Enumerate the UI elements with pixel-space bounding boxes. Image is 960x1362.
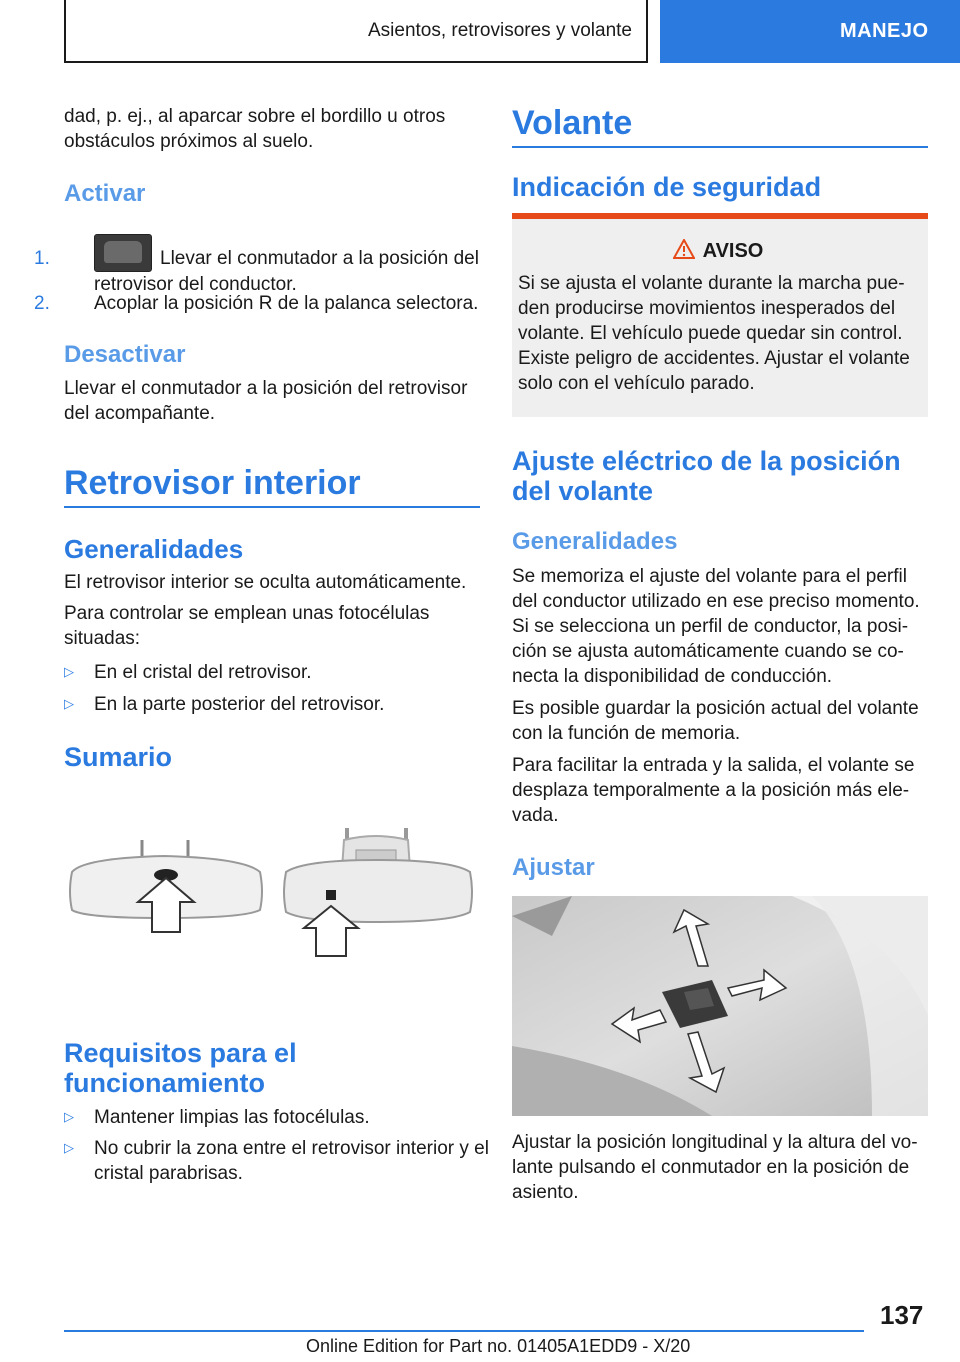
step-number: 1.	[34, 248, 50, 269]
ajuste-generalidades-p2: Es posible guardar la posición actual del volante con la función de memoria.	[512, 698, 919, 744]
mirror-switch-icon	[94, 234, 152, 272]
retrovisor-title: Retrovisor interior	[64, 464, 361, 502]
generalidades-heading: Generalidades	[64, 534, 244, 564]
ajustar-heading: Ajustar	[512, 854, 595, 881]
title-rule	[512, 146, 928, 148]
steering-column-switch-photo	[512, 896, 928, 1116]
desactivar-text: Llevar el conmutador a la posición del retrovisor del acompañante.	[64, 378, 468, 424]
footer-rule	[64, 1330, 864, 1332]
activar-heading: Activar	[64, 180, 146, 207]
requisitos-heading: Requisitos para el funcionamiento	[64, 1038, 297, 1098]
desactivar-heading: Desactivar	[64, 341, 186, 368]
warning-text: Si se ajusta el volante durante la marcha pueden producirse movimientos inesperados del volante. El vehículo puede quedar sin control. Existe peligro de accidentes. Ajustar el volante solo con el vehículo parado.	[518, 273, 910, 394]
ajuste-heading: Ajuste eléctrico de la posición del volante	[512, 446, 901, 506]
title-rule	[64, 506, 480, 508]
ajuste-generalidades-p1: Se memoriza el ajuste del volante para el perfil del conductor utilizado en ese preciso momento. Si se selecciona un perfil de conductor, la posición se ajusta automáticamente cuando se conecta la disponibilidad de conducción.	[512, 566, 920, 687]
warning-label: AVISO	[702, 240, 764, 262]
generalidades-p2: Para controlar se emplean unas fotocélulas situadas:	[64, 603, 430, 649]
triangle-right-icon: ▷	[64, 1109, 74, 1124]
activar-step-1	[34, 234, 510, 297]
ajustar-caption: Ajustar la posición longitudinal y la altura del volante pulsando el conmutador en la posición de asiento.	[512, 1132, 918, 1203]
rear-view-mirror-illustration	[64, 820, 480, 970]
generalidades-p1: El retrovisor interior se oculta automáticamente.	[64, 572, 467, 593]
step-text: Acoplar la posición R de la palanca selectora.	[94, 293, 479, 314]
warning-box	[512, 213, 928, 417]
sumario-heading: Sumario	[64, 742, 173, 772]
running-header-section	[64, 0, 648, 63]
volante-title: Volante	[512, 104, 633, 142]
triangle-right-icon: ▷	[64, 696, 74, 711]
footer-edition: Online Edition for Part no. 01405A1EDD9 - X/20	[306, 1336, 691, 1356]
list-item: ▷ Mantener limpias las fotocélulas.	[64, 1104, 510, 1130]
warning-triangle-icon	[673, 239, 695, 259]
seguridad-heading: Indicación de seguridad	[512, 172, 822, 202]
list-item: ▷ En la parte posterior del retrovisor.	[64, 691, 510, 717]
list-item: ▷ No cubrir la zona entre el retrovisor interior y el cristal parabrisas.	[64, 1135, 510, 1186]
triangle-right-icon: ▷	[64, 1140, 74, 1155]
warning-bar	[512, 213, 928, 219]
ajuste-generalidades-p3: Para facilitar la entrada y la salida, el volante se desplaza temporalmente a la posición más elevada.	[512, 755, 915, 826]
step-text: Llevar el conmutador a la posición del retrovisor del conductor.	[94, 248, 479, 295]
header-section-title: Asientos, retrovisores y volante	[367, 19, 632, 41]
header-chapter-title: MANEJO	[840, 20, 929, 42]
warning-header	[518, 239, 918, 263]
list-item: ▷ En el cristal del retrovisor.	[64, 659, 510, 685]
step-number: 2.	[34, 293, 50, 314]
page-number: 137	[880, 1300, 924, 1330]
intro-paragraph: dad, p. ej., al aparcar sobre el bordillo u otros obstáculos próximos al suelo.	[64, 106, 446, 152]
triangle-right-icon: ▷	[64, 664, 74, 679]
ajuste-generalidades-heading: Generalidades	[512, 528, 678, 555]
running-header-chapter	[660, 0, 960, 63]
activar-step-2	[34, 291, 510, 316]
